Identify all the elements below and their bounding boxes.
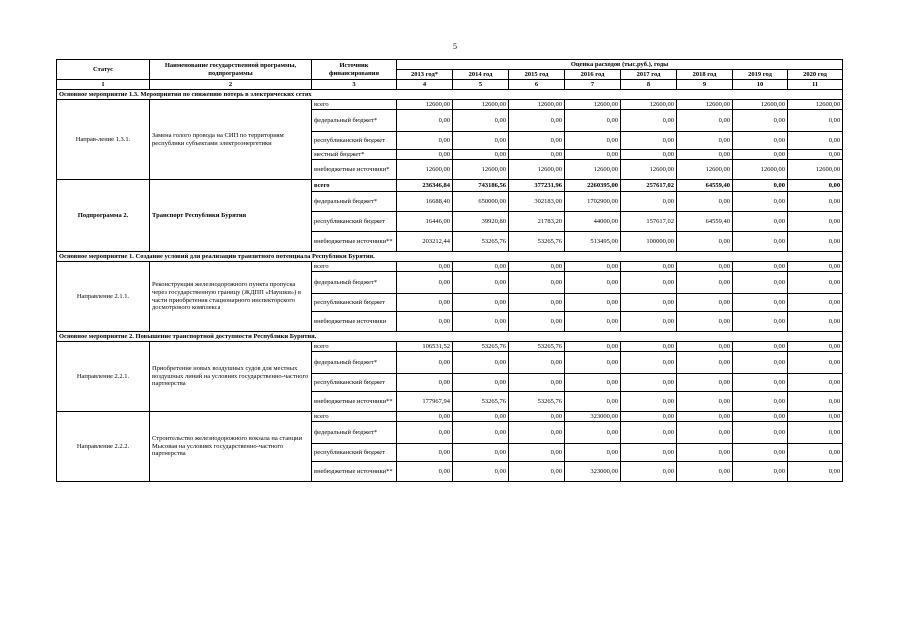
- amount-cell: 0,00: [565, 422, 621, 444]
- amount-cell: 0,00: [788, 312, 843, 332]
- amount-cell: 0,00: [565, 444, 621, 462]
- amount-cell: 44000,00: [565, 212, 621, 232]
- amount-cell: 0,00: [788, 232, 843, 252]
- amount-cell: 0,00: [453, 374, 509, 392]
- header-estimate: Оценка расходов (тыс.руб.), годы: [397, 60, 843, 70]
- amount-cell: 0,00: [621, 342, 677, 352]
- header-program: Наименование государственной программы, подпрограммы: [150, 60, 312, 80]
- header-year: 2014 год: [453, 70, 509, 80]
- amount-cell: 236346,84: [397, 180, 453, 192]
- amount-cell: 0,00: [509, 262, 565, 272]
- row-status: Направление 2.2.2.: [57, 412, 150, 482]
- amount-cell: 0,00: [788, 212, 843, 232]
- amount-cell: 0,00: [788, 342, 843, 352]
- amount-cell: 0,00: [565, 262, 621, 272]
- amount-cell: 0,00: [565, 352, 621, 374]
- funding-source: всего: [312, 342, 397, 352]
- amount-cell: 377231,96: [509, 180, 565, 192]
- amount-cell: 0,00: [733, 412, 788, 422]
- amount-cell: 0,00: [509, 312, 565, 332]
- amount-cell: 257617,02: [621, 180, 677, 192]
- amount-cell: 12600,00: [453, 160, 509, 180]
- amount-cell: 0,00: [677, 374, 733, 392]
- amount-cell: 2260395,00: [565, 180, 621, 192]
- page-number: 5: [453, 42, 457, 51]
- amount-cell: 12600,00: [733, 160, 788, 180]
- table-row: [57, 180, 843, 192]
- amount-cell: 0,00: [453, 412, 509, 422]
- amount-cell: 53265,76: [509, 342, 565, 352]
- row-status: Подпрограмма 2.: [57, 180, 150, 252]
- amount-cell: 0,00: [453, 272, 509, 294]
- section-title: Основное мероприятие 1. Создание условий для реализации транзитного потенциала Республики Бурятия.: [57, 252, 843, 262]
- amount-cell: 650000,00: [453, 192, 509, 212]
- amount-cell: 177967,94: [397, 392, 453, 412]
- amount-cell: 0,00: [397, 272, 453, 294]
- amount-cell: 0,00: [565, 312, 621, 332]
- funding-source: внебюджетные источники**: [312, 462, 397, 482]
- amount-cell: 0,00: [733, 180, 788, 192]
- amount-cell: 0,00: [677, 272, 733, 294]
- amount-cell: 0,00: [733, 422, 788, 444]
- amount-cell: 53265,76: [509, 232, 565, 252]
- amount-cell: 0,00: [733, 232, 788, 252]
- funding-source: республиканский бюджет: [312, 212, 397, 232]
- row-program-name: Замена голого провода на СИП по территориям республики субъектами электроэнергетики: [150, 100, 312, 180]
- amount-cell: 0,00: [621, 150, 677, 160]
- amount-cell: 0,00: [733, 294, 788, 312]
- section-title: Основное мероприятие 2. Повышение транспортной доступности Республики Бурятия.: [57, 332, 843, 342]
- amount-cell: 157617,02: [621, 212, 677, 232]
- amount-cell: 0,00: [565, 272, 621, 294]
- header-row-1: [57, 60, 843, 70]
- amount-cell: 0,00: [397, 352, 453, 374]
- amount-cell: 12600,00: [677, 160, 733, 180]
- amount-cell: 0,00: [397, 374, 453, 392]
- funding-source: республиканский бюджет: [312, 374, 397, 392]
- amount-cell: 0,00: [453, 422, 509, 444]
- amount-cell: 0,00: [453, 444, 509, 462]
- amount-cell: 0,00: [733, 192, 788, 212]
- amount-cell: 0,00: [677, 422, 733, 444]
- table-row: [57, 262, 843, 272]
- amount-cell: 0,00: [397, 150, 453, 160]
- amount-cell: 12600,00: [397, 100, 453, 110]
- amount-cell: 0,00: [733, 212, 788, 232]
- row-program-name: Реконструкция железнодорожного пункта пропуска через государственную границу (ЖДПП «Наушки») в части приобретения стационарного инспекторского досмотрового комплекса: [150, 262, 312, 332]
- amount-cell: 0,00: [509, 352, 565, 374]
- expense-estimate-table: [56, 59, 843, 482]
- amount-cell: 0,00: [788, 374, 843, 392]
- amount-cell: 0,00: [621, 422, 677, 444]
- amount-cell: 0,00: [677, 192, 733, 212]
- amount-cell: 0,00: [453, 312, 509, 332]
- amount-cell: 0,00: [733, 392, 788, 412]
- funding-source: внебюджетные источники**: [312, 232, 397, 252]
- amount-cell: 0,00: [621, 110, 677, 132]
- amount-cell: 0,00: [677, 392, 733, 412]
- amount-cell: 0,00: [677, 342, 733, 352]
- amount-cell: 0,00: [733, 374, 788, 392]
- amount-cell: 0,00: [733, 342, 788, 352]
- amount-cell: 0,00: [733, 262, 788, 272]
- amount-cell: 12600,00: [677, 100, 733, 110]
- funding-source: республиканский бюджет: [312, 444, 397, 462]
- header-year: 2015 год: [509, 70, 565, 80]
- amount-cell: 0,00: [788, 444, 843, 462]
- amount-cell: 1702900,00: [565, 192, 621, 212]
- amount-cell: 0,00: [788, 180, 843, 192]
- row-program-name: Приобретение новых воздушных судов для местных воздушных линий на условиях государственно-частного партнерства: [150, 342, 312, 412]
- amount-cell: 0,00: [453, 132, 509, 150]
- amount-cell: 0,00: [677, 110, 733, 132]
- amount-cell: 64559,40: [677, 212, 733, 232]
- funding-source: всего: [312, 180, 397, 192]
- amount-cell: 0,00: [733, 150, 788, 160]
- table-row: [57, 412, 843, 422]
- amount-cell: 0,00: [621, 352, 677, 374]
- section-title-row: [57, 252, 843, 262]
- amount-cell: 0,00: [397, 262, 453, 272]
- column-number-row: [57, 80, 843, 90]
- amount-cell: 53265,76: [453, 392, 509, 412]
- amount-cell: 0,00: [509, 462, 565, 482]
- amount-cell: 0,00: [565, 132, 621, 150]
- funding-source: федеральный бюджет*: [312, 352, 397, 374]
- amount-cell: 0,00: [509, 110, 565, 132]
- amount-cell: 0,00: [677, 462, 733, 482]
- amount-cell: 39920,80: [453, 212, 509, 232]
- amount-cell: 302183,00: [509, 192, 565, 212]
- column-number: 8: [621, 80, 677, 90]
- amount-cell: 16688,40: [397, 192, 453, 212]
- amount-cell: 12600,00: [509, 100, 565, 110]
- funding-source: внебюджетные источники*: [312, 160, 397, 180]
- amount-cell: 0,00: [509, 374, 565, 392]
- amount-cell: 0,00: [621, 392, 677, 412]
- amount-cell: 0,00: [621, 374, 677, 392]
- column-number: 7: [565, 80, 621, 90]
- amount-cell: 0,00: [397, 312, 453, 332]
- amount-cell: 0,00: [733, 444, 788, 462]
- row-status: Направление 2.1.1.: [57, 262, 150, 332]
- amount-cell: 0,00: [677, 294, 733, 312]
- column-number: 4: [397, 80, 453, 90]
- table-body: [57, 90, 843, 482]
- funding-source: республиканский бюджет: [312, 294, 397, 312]
- funding-source: федеральный бюджет*: [312, 110, 397, 132]
- amount-cell: 0,00: [788, 392, 843, 412]
- amount-cell: 0,00: [453, 294, 509, 312]
- amount-cell: 0,00: [509, 422, 565, 444]
- amount-cell: 0,00: [677, 352, 733, 374]
- amount-cell: 0,00: [788, 422, 843, 444]
- column-number: 10: [733, 80, 788, 90]
- amount-cell: 0,00: [509, 412, 565, 422]
- table-row: [57, 100, 843, 110]
- amount-cell: 0,00: [733, 110, 788, 132]
- amount-cell: 0,00: [733, 312, 788, 332]
- amount-cell: 0,00: [677, 312, 733, 332]
- amount-cell: 12600,00: [788, 100, 843, 110]
- funding-source: федеральный бюджет*: [312, 422, 397, 444]
- amount-cell: 0,00: [733, 272, 788, 294]
- row-program-name: Транспорт Республики Бурятия: [150, 180, 312, 252]
- amount-cell: 0,00: [788, 272, 843, 294]
- header-year: 2013 год*: [397, 70, 453, 80]
- amount-cell: 12600,00: [509, 160, 565, 180]
- amount-cell: 0,00: [397, 294, 453, 312]
- funding-source: федеральный бюджет*: [312, 272, 397, 294]
- amount-cell: 0,00: [788, 462, 843, 482]
- amount-cell: 0,00: [397, 110, 453, 132]
- section-title: Основное мероприятие 1.3. Мероприятия по снижению потерь в электрических сетях: [57, 90, 843, 100]
- amount-cell: 12600,00: [453, 100, 509, 110]
- table-row: [57, 342, 843, 352]
- amount-cell: 12600,00: [397, 160, 453, 180]
- amount-cell: 0,00: [733, 352, 788, 374]
- amount-cell: 0,00: [509, 150, 565, 160]
- amount-cell: 0,00: [621, 312, 677, 332]
- header-year: 2016 год: [565, 70, 621, 80]
- amount-cell: 0,00: [453, 352, 509, 374]
- amount-cell: 0,00: [621, 294, 677, 312]
- amount-cell: 0,00: [788, 192, 843, 212]
- row-status: Направ-ление 1.3.1.: [57, 100, 150, 180]
- amount-cell: 0,00: [565, 110, 621, 132]
- column-number: 3: [312, 80, 397, 90]
- funding-source: федеральный бюджет*: [312, 192, 397, 212]
- amount-cell: 0,00: [621, 192, 677, 212]
- amount-cell: 0,00: [621, 132, 677, 150]
- amount-cell: 203212,44: [397, 232, 453, 252]
- amount-cell: 0,00: [788, 352, 843, 374]
- amount-cell: 0,00: [397, 422, 453, 444]
- amount-cell: 12600,00: [733, 100, 788, 110]
- funding-source: всего: [312, 412, 397, 422]
- funding-source: всего: [312, 262, 397, 272]
- amount-cell: 0,00: [565, 150, 621, 160]
- header-year: 2019 год: [733, 70, 788, 80]
- section-title-row: [57, 332, 843, 342]
- column-number: 5: [453, 80, 509, 90]
- amount-cell: 12600,00: [565, 100, 621, 110]
- section-title-row: [57, 90, 843, 100]
- row-status: Направление 2.2.1.: [57, 342, 150, 412]
- amount-cell: 323000,00: [565, 462, 621, 482]
- amount-cell: 0,00: [397, 412, 453, 422]
- amount-cell: 0,00: [677, 132, 733, 150]
- amount-cell: 0,00: [565, 374, 621, 392]
- amount-cell: 0,00: [453, 462, 509, 482]
- amount-cell: 0,00: [453, 262, 509, 272]
- amount-cell: 0,00: [621, 272, 677, 294]
- funding-source: внебюджетные источники**: [312, 392, 397, 412]
- amount-cell: 12600,00: [565, 160, 621, 180]
- amount-cell: 53265,76: [453, 232, 509, 252]
- amount-cell: 743186,56: [453, 180, 509, 192]
- column-number: 2: [150, 80, 312, 90]
- amount-cell: 323000,00: [565, 412, 621, 422]
- funding-source: местный бюджет*: [312, 150, 397, 160]
- amount-cell: 513495,00: [565, 232, 621, 252]
- amount-cell: 12600,00: [621, 160, 677, 180]
- amount-cell: 0,00: [565, 392, 621, 412]
- amount-cell: 0,00: [397, 444, 453, 462]
- header-year: 2017 год: [621, 70, 677, 80]
- amount-cell: 0,00: [677, 444, 733, 462]
- amount-cell: 0,00: [788, 262, 843, 272]
- amount-cell: 0,00: [677, 412, 733, 422]
- amount-cell: 0,00: [621, 462, 677, 482]
- amount-cell: 0,00: [509, 272, 565, 294]
- amount-cell: 0,00: [621, 412, 677, 422]
- amount-cell: 0,00: [621, 444, 677, 462]
- amount-cell: 0,00: [677, 232, 733, 252]
- amount-cell: 21783,20: [509, 212, 565, 232]
- amount-cell: 106531,52: [397, 342, 453, 352]
- header-source: Источник финансирования: [312, 60, 397, 80]
- amount-cell: 0,00: [397, 462, 453, 482]
- funding-source: республиканский бюджет: [312, 132, 397, 150]
- amount-cell: 0,00: [677, 150, 733, 160]
- column-number: 9: [677, 80, 733, 90]
- amount-cell: 0,00: [733, 132, 788, 150]
- amount-cell: 16446,00: [397, 212, 453, 232]
- column-number: 11: [788, 80, 843, 90]
- amount-cell: 53265,76: [453, 342, 509, 352]
- amount-cell: 0,00: [453, 150, 509, 160]
- header-status: Статус: [57, 60, 150, 80]
- amount-cell: 64559,40: [677, 180, 733, 192]
- amount-cell: 12600,00: [621, 100, 677, 110]
- funding-source: всего: [312, 100, 397, 110]
- amount-cell: 0,00: [453, 110, 509, 132]
- amount-cell: 0,00: [677, 262, 733, 272]
- amount-cell: 0,00: [565, 342, 621, 352]
- amount-cell: 100000,00: [621, 232, 677, 252]
- amount-cell: 0,00: [565, 294, 621, 312]
- amount-cell: 0,00: [788, 294, 843, 312]
- amount-cell: 0,00: [509, 294, 565, 312]
- header-year: 2018 год: [677, 70, 733, 80]
- amount-cell: 0,00: [509, 132, 565, 150]
- amount-cell: 0,00: [397, 132, 453, 150]
- amount-cell: 0,00: [788, 412, 843, 422]
- amount-cell: 0,00: [733, 462, 788, 482]
- amount-cell: 12600,00: [788, 160, 843, 180]
- amount-cell: 0,00: [788, 132, 843, 150]
- amount-cell: 0,00: [788, 110, 843, 132]
- row-program-name: Строительство железнодорожного вокзала на станции Мысовая на условиях государственно-частного партнерства: [150, 412, 312, 482]
- column-number: 1: [57, 80, 150, 90]
- amount-cell: 0,00: [788, 150, 843, 160]
- header-year: 2020 год: [788, 70, 843, 80]
- funding-source: внебюджетные источники: [312, 312, 397, 332]
- column-number: 6: [509, 80, 565, 90]
- amount-cell: 0,00: [621, 262, 677, 272]
- amount-cell: 53265,76: [509, 392, 565, 412]
- amount-cell: 0,00: [509, 444, 565, 462]
